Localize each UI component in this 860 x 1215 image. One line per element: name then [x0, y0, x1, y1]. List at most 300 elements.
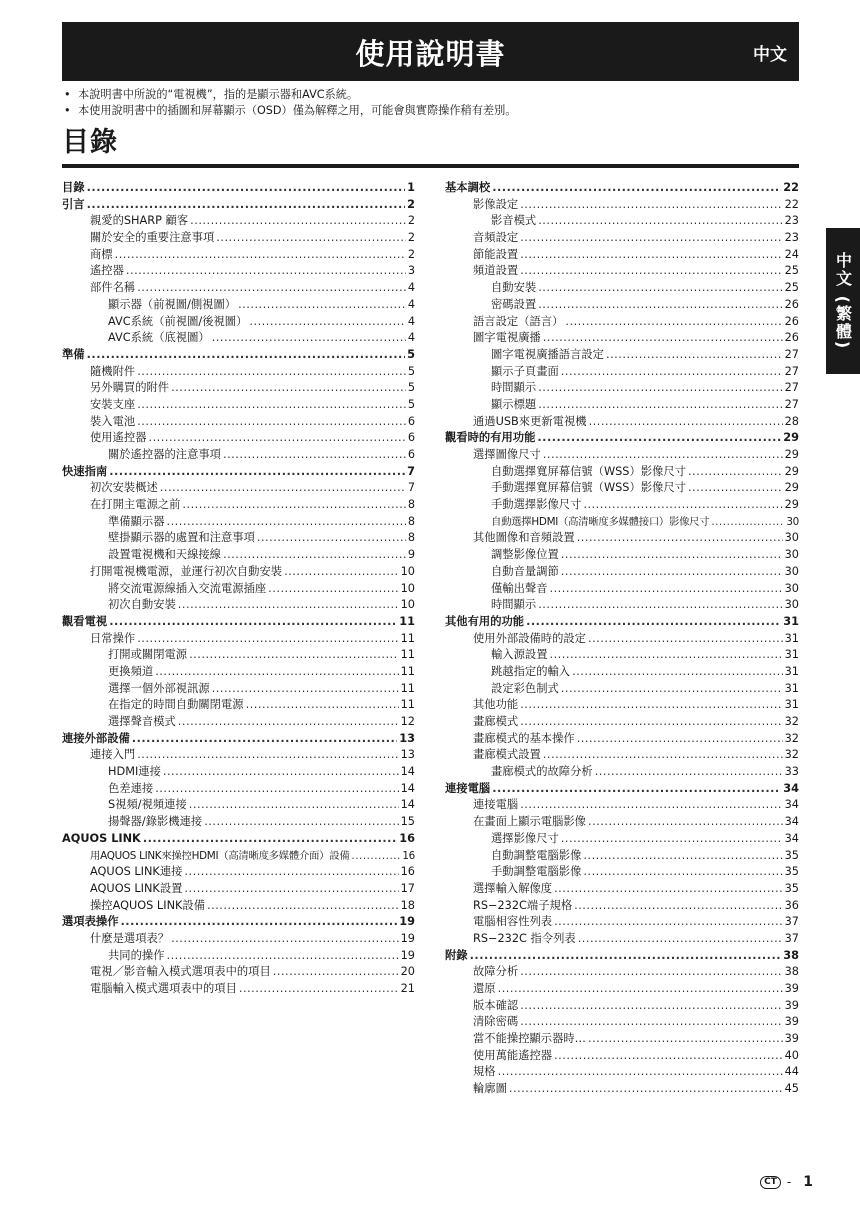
toc-entry-label: 什麼是選項表？ — [90, 931, 170, 945]
toc-leader-dots — [115, 247, 406, 264]
toc-entry[interactable] — [445, 180, 799, 197]
toc-entry-page: 20 — [400, 965, 415, 979]
toc-entry-page: 38 — [783, 948, 799, 962]
toc-leader-dots — [492, 781, 781, 798]
toc-entry-page: 37 — [784, 931, 799, 945]
toc-entry-page: 40 — [784, 1048, 799, 1062]
toc-leader-dots — [137, 631, 398, 648]
notes-list — [62, 87, 802, 119]
toc-entry[interactable] — [445, 213, 799, 230]
toc-entry[interactable] — [445, 697, 799, 714]
toc-entry[interactable] — [445, 1064, 799, 1081]
toc-entry-page: 32 — [784, 715, 799, 728]
toc-entry[interactable] — [62, 681, 415, 698]
toc-entry-page: 19 — [400, 931, 415, 945]
toc-leader-dots — [583, 497, 782, 514]
toc-entry-page: 34 — [784, 798, 799, 812]
toc-entry[interactable] — [62, 547, 415, 564]
toc-entry-page: 2 — [407, 197, 415, 211]
toc-entry[interactable] — [62, 430, 415, 447]
toc-leader-dots — [178, 597, 399, 614]
toc-leader-dots — [589, 414, 783, 431]
toc-entry[interactable] — [62, 197, 415, 214]
toc-entry-page: 5 — [407, 364, 415, 378]
toc-entry-label: 共同的操作 — [108, 948, 165, 962]
toc-entry-label: 畫廊模式的故障分析 — [491, 765, 593, 779]
toc-entry[interactable] — [445, 714, 799, 731]
toc-leader-dots — [216, 230, 406, 247]
toc-entry[interactable] — [445, 814, 799, 831]
toc-entry[interactable] — [62, 480, 415, 497]
toc-entry-label: 日常操作 — [90, 631, 136, 645]
toc-entry[interactable] — [445, 964, 799, 981]
toc-entry-label: 選擇聲音模式 — [108, 715, 176, 728]
toc-entry-page: 7 — [407, 464, 415, 478]
toc-entry[interactable] — [445, 497, 799, 514]
toc-leader-dots — [520, 797, 782, 814]
toc-entry[interactable] — [62, 831, 415, 848]
toc-leader-dots — [520, 263, 782, 280]
toc-entry[interactable] — [445, 597, 799, 614]
toc-entry[interactable] — [445, 647, 799, 664]
toc-entry-label: 連接電腦 — [473, 798, 519, 812]
toc-entry-label: 色差連接 — [108, 781, 154, 795]
toc-entry[interactable] — [445, 530, 799, 547]
toc-entry[interactable] — [445, 1031, 799, 1048]
toc-entry[interactable] — [62, 414, 415, 431]
toc-leader-dots — [577, 530, 783, 547]
toc-entry-label: 電腦輸入模式選項表中的項目 — [90, 982, 237, 995]
toc-entry[interactable] — [62, 931, 415, 948]
toc-entry[interactable] — [445, 414, 799, 431]
toc-leader-dots — [184, 881, 398, 898]
toc-entry-page: 2 — [407, 214, 415, 228]
toc-entry-page: 21 — [400, 982, 415, 995]
toc-entry[interactable] — [62, 964, 415, 981]
toc-entry[interactable] — [62, 280, 415, 297]
toc-entry-label: 手動選擇寬屏幕信號（WSS）影像尺寸 — [491, 481, 686, 495]
toc-leader-dots — [137, 414, 406, 431]
toc-leader-dots — [520, 247, 782, 264]
toc-entry[interactable] — [62, 881, 415, 898]
toc-entry-label: 節能設置 — [473, 247, 519, 261]
toc-leader-dots — [526, 614, 781, 631]
toc-leader-dots — [577, 731, 783, 748]
toc-entry[interactable] — [445, 614, 799, 631]
toc-entry-page: 13 — [400, 748, 415, 762]
toc-entry[interactable] — [445, 831, 799, 848]
toc-entry[interactable] — [445, 397, 799, 414]
toc-entry[interactable] — [445, 314, 799, 331]
toc-entry-label: S視頻/視頻連接 — [108, 798, 187, 812]
toc-entry-page: 29 — [784, 498, 799, 512]
toc-leader-dots — [543, 330, 783, 347]
toc-leader-dots — [149, 430, 406, 447]
toc-entry-page: 11 — [400, 698, 415, 712]
toc-leader-dots — [520, 697, 782, 714]
toc-leader-dots — [550, 647, 783, 664]
toc-entry[interactable] — [62, 297, 415, 314]
toc-entry-label: 使用外部設備時的設定 — [473, 631, 586, 645]
language-label: 中文 — [753, 45, 787, 65]
toc-entry-label: 使用萬能遙控器 — [473, 1048, 553, 1062]
toc-leader-dots — [137, 747, 398, 764]
toc-entry[interactable] — [62, 380, 415, 397]
toc-entry-page: 5 — [407, 381, 415, 395]
toc-entry[interactable] — [445, 981, 799, 998]
toc-entry-page: 6 — [407, 414, 415, 428]
toc-entry-page: 22 — [783, 181, 799, 194]
toc-entry-label: 故障分析 — [473, 965, 519, 979]
toc-divider — [62, 164, 799, 168]
toc-entry[interactable] — [62, 213, 415, 230]
toc-entry-label: 畫廊模式的基本操作 — [473, 731, 575, 745]
toc-entry-label: RS−232C 指令列表 — [473, 931, 576, 945]
toc-entry[interactable] — [445, 514, 799, 531]
toc-entry[interactable] — [62, 464, 415, 481]
toc-leader-dots — [160, 480, 406, 497]
toc-entry-label: 圖字電視廣播 — [473, 331, 541, 345]
toc-entry[interactable] — [62, 180, 415, 197]
toc-entry[interactable] — [62, 581, 415, 598]
toc-entry[interactable] — [445, 864, 799, 881]
toc-leader-dots — [167, 948, 399, 965]
toc-entry-label: 引言 — [62, 197, 85, 211]
toc-entry-page: 22 — [784, 197, 799, 211]
toc-entry[interactable] — [445, 998, 799, 1015]
toc-entry-page: 11 — [400, 648, 415, 662]
toc-entry[interactable] — [445, 297, 799, 314]
toc-entry[interactable] — [62, 914, 415, 931]
toc-entry[interactable] — [62, 530, 415, 547]
toc-entry-label: AQUOS LINK設置 — [90, 881, 183, 895]
toc-entry[interactable] — [62, 397, 415, 414]
toc-leader-dots — [538, 597, 782, 614]
toc-entry-label: 還原 — [473, 982, 496, 995]
toc-entry[interactable] — [445, 1014, 799, 1031]
toc-entry-label: 通過USB來更新電視機 — [473, 414, 587, 428]
toc-entry[interactable] — [445, 898, 799, 915]
toc-leader-dots — [561, 831, 783, 848]
toc-entry[interactable] — [62, 514, 415, 531]
toc-leader-dots — [588, 631, 783, 648]
toc-leader-dots — [182, 497, 405, 514]
toc-entry-page: 27 — [784, 381, 799, 395]
toc-entry[interactable] — [62, 347, 415, 364]
toc-entry[interactable] — [445, 263, 799, 280]
toc-leader-dots — [178, 714, 399, 731]
toc-entry-label: 另外購買的附件 — [90, 381, 170, 395]
note-item: • 本說明書中所說的“電視機”，指的是顯示器和AVC系統。 — [62, 87, 802, 103]
toc-entry-label: 設定彩色制式 — [491, 681, 559, 695]
toc-entry[interactable] — [445, 280, 799, 297]
toc-entry[interactable] — [62, 564, 415, 581]
toc-entry-label: 電視／影音輸入模式選項表中的項目 — [90, 965, 271, 979]
toc-entry[interactable] — [445, 881, 799, 898]
toc-leader-dots — [87, 180, 406, 197]
toc-entry-page: 8 — [407, 498, 415, 512]
toc-entry[interactable] — [62, 848, 415, 865]
toc-entry-label: 打開電視機電源，並運行初次自動安裝 — [90, 564, 283, 578]
toc-leader-dots — [520, 1014, 782, 1031]
header-bar — [62, 22, 799, 81]
toc-entry-label: 密碼設置 — [491, 297, 537, 311]
toc-entry-page: 10 — [400, 581, 415, 595]
toc-leader-dots — [711, 514, 784, 531]
toc-entry[interactable] — [445, 564, 799, 581]
toc-entry[interactable] — [445, 247, 799, 264]
toc-leader-dots — [87, 347, 406, 364]
toc-entry[interactable] — [62, 764, 415, 781]
toc-entry-label: 將交流電源線插入交流電源插座 — [108, 581, 267, 595]
toc-leader-dots — [554, 881, 783, 898]
toc-entry-label: 隨機附件 — [90, 364, 136, 378]
toc-entry-label: 其他功能 — [473, 698, 519, 712]
toc-leader-dots — [543, 747, 783, 764]
toc-entry-page: 14 — [400, 765, 415, 779]
toc-entry-label: 畫廊模式設置 — [473, 748, 541, 762]
toc-entry[interactable] — [445, 914, 799, 931]
toc-entry[interactable] — [445, 731, 799, 748]
toc-entry-page: 29 — [784, 464, 799, 478]
toc-entry[interactable] — [62, 263, 415, 280]
toc-entry[interactable] — [445, 347, 799, 364]
toc-entry[interactable] — [62, 330, 415, 347]
toc-leader-dots — [688, 480, 783, 497]
toc-leader-dots — [273, 964, 399, 981]
toc-entry-label: 準備 — [62, 347, 85, 361]
toc-leader-dots — [561, 564, 783, 581]
toc-entry-label: 其他圖像和音頻設置 — [473, 531, 575, 545]
toc-entry-label: 頻道設置 — [473, 264, 519, 278]
toc-entry-label: 安裝支座 — [90, 397, 136, 411]
toc-entry-page: 4 — [407, 281, 415, 295]
toc-entry-label: 選擇圖像尺寸 — [473, 448, 541, 461]
toc-leader-dots — [554, 914, 783, 931]
toc-entry-page: 11 — [399, 614, 415, 628]
toc-leader-dots — [190, 213, 406, 230]
toc-entry-page: 36 — [784, 898, 799, 912]
toc-entry-page: 24 — [784, 247, 799, 261]
toc-entry[interactable] — [445, 747, 799, 764]
toc-entry-page: 27 — [784, 364, 799, 378]
toc-leader-dots — [257, 530, 406, 547]
toc-leader-dots — [137, 280, 406, 297]
toc-entry[interactable] — [445, 380, 799, 397]
toc-leader-dots — [538, 280, 782, 297]
toc-entry-label: 調整影像位置 — [491, 548, 559, 562]
toc-entry-page: 18 — [400, 898, 415, 912]
toc-entry-page: 34 — [783, 781, 799, 795]
toc-leader-dots — [109, 464, 405, 481]
toc-entry-page: 2 — [407, 247, 415, 261]
toc-leader-dots — [207, 898, 399, 915]
toc-entry[interactable] — [62, 747, 415, 764]
footer-dash: - — [786, 1175, 792, 1189]
toc-entry-label: 觀看時的有用功能 — [445, 431, 536, 445]
toc-leader-dots — [109, 614, 397, 631]
toc-entry-label: 自動調整電腦影像 — [491, 848, 582, 862]
toc-leader-dots — [588, 814, 783, 831]
toc-entry-page: 16 — [400, 865, 415, 879]
toc-entry[interactable] — [62, 631, 415, 648]
toc-entry[interactable] — [62, 714, 415, 731]
toc-leader-dots — [520, 197, 782, 214]
toc-entry[interactable] — [62, 447, 415, 464]
toc-entry-page: 27 — [784, 397, 799, 411]
toc-leader-dots — [561, 681, 783, 698]
toc-entry-label: 選項表操作 — [62, 915, 119, 929]
toc-entry-label: RS−232C端子規格 — [473, 898, 573, 912]
toc-entry-page: 17 — [400, 881, 415, 895]
toc-leader-dots — [520, 998, 782, 1015]
toc-entry-page: 37 — [784, 915, 799, 929]
toc-entry[interactable] — [62, 864, 415, 881]
toc-entry-page: 16 — [402, 849, 415, 862]
toc-leader-dots — [538, 213, 782, 230]
toc-entry[interactable] — [62, 497, 415, 514]
toc-leader-dots — [189, 797, 399, 814]
toc-entry[interactable] — [445, 848, 799, 865]
toc-entry-page: 26 — [784, 297, 799, 311]
toc-leader-dots — [121, 914, 398, 931]
toc-leader-dots — [351, 848, 400, 865]
toc-leader-dots — [204, 814, 398, 831]
toc-entry[interactable] — [62, 731, 415, 748]
toc-entry[interactable] — [62, 614, 415, 631]
toc-entry-label: 選擇輸入解像度 — [473, 881, 553, 895]
toc-leader-dots — [538, 297, 782, 314]
toc-entry[interactable] — [62, 364, 415, 381]
toc-leader-dots — [688, 464, 783, 481]
toc-entry[interactable] — [445, 547, 799, 564]
toc-entry[interactable] — [445, 447, 799, 464]
toc-entry-page: 4 — [407, 331, 415, 345]
toc-heading: 目錄 — [62, 127, 118, 158]
toc-entry[interactable] — [62, 981, 415, 998]
toc-leader-dots — [554, 1048, 783, 1065]
toc-leader-dots — [583, 864, 782, 881]
toc-entry-label: 連接外部設備 — [62, 731, 130, 745]
toc-entry-label: 關於遙控器的注意事項 — [108, 448, 221, 461]
toc-leader-dots — [189, 647, 399, 664]
toc-entry[interactable] — [445, 430, 799, 447]
toc-entry[interactable] — [445, 480, 799, 497]
toc-entry-label: 僅輸出聲音 — [491, 581, 548, 595]
toc-entry[interactable] — [62, 314, 415, 331]
toc-entry[interactable] — [62, 647, 415, 664]
toc-entry-label: 在指定的時間自動關閉電源 — [108, 698, 244, 712]
toc-entry[interactable] — [445, 1081, 799, 1098]
toc-entry-label: 音頻設定 — [473, 231, 519, 245]
toc-entry-label: 輪廓圖 — [473, 1082, 507, 1096]
toc-entry[interactable] — [445, 631, 799, 648]
toc-entry[interactable] — [445, 581, 799, 598]
toc-entry[interactable] — [62, 814, 415, 831]
toc-entry-page: 35 — [784, 881, 799, 895]
toc-entry-label: 手動調整電腦影像 — [491, 865, 582, 879]
toc-entry-page: 30 — [784, 598, 799, 612]
toc-entry-label: 清除密碼 — [473, 1015, 519, 1029]
toc-entry-page: 23 — [784, 214, 799, 228]
document-title: 使用說明書 — [355, 37, 506, 71]
toc-entry[interactable] — [445, 931, 799, 948]
toc-entry-page: 33 — [784, 765, 799, 779]
toc-left-column — [62, 180, 415, 998]
toc-entry[interactable] — [445, 764, 799, 781]
toc-entry-label: 準備顯示器 — [108, 514, 165, 528]
toc-entry[interactable] — [445, 1048, 799, 1065]
region-badge: CT — [760, 1176, 781, 1189]
toc-leader-dots — [132, 731, 397, 748]
toc-entry-page: 35 — [784, 865, 799, 879]
toc-leader-dots — [606, 347, 783, 364]
toc-entry[interactable] — [62, 247, 415, 264]
toc-entry-label: 在打開主電源之前 — [90, 498, 181, 512]
toc-entry[interactable] — [62, 230, 415, 247]
toc-leader-dots — [565, 314, 782, 331]
toc-entry-page: 5 — [407, 347, 415, 361]
toc-entry[interactable] — [62, 597, 415, 614]
toc-leader-dots — [87, 197, 406, 214]
toc-entry-page: 28 — [784, 414, 799, 428]
toc-leader-dots — [583, 848, 782, 865]
toc-entry-label: 圖字電視廣播語言設定 — [491, 347, 604, 361]
toc-entry-label: 親愛的SHARP 顧客 — [90, 214, 189, 228]
toc-entry-page: 6 — [407, 448, 415, 461]
toc-entry-page: 7 — [407, 481, 415, 495]
toc-entry-label: 語言設定（語言） — [473, 314, 564, 328]
toc-entry-label: 顯示子頁畫面 — [491, 364, 559, 378]
toc-entry[interactable] — [445, 781, 799, 798]
toc-leader-dots — [550, 581, 783, 598]
toc-entry[interactable] — [62, 948, 415, 965]
toc-entry[interactable] — [445, 464, 799, 481]
toc-entry[interactable] — [445, 364, 799, 381]
toc-entry[interactable] — [62, 898, 415, 915]
toc-leader-dots — [520, 964, 782, 981]
toc-leader-dots — [470, 948, 782, 965]
toc-entry-page: 11 — [400, 631, 415, 645]
toc-entry[interactable] — [62, 664, 415, 681]
toc-leader-dots — [212, 681, 399, 698]
toc-entry[interactable] — [445, 664, 799, 681]
toc-entry[interactable] — [445, 330, 799, 347]
toc-entry[interactable] — [445, 681, 799, 698]
toc-leader-dots — [509, 1081, 783, 1098]
toc-entry[interactable] — [62, 781, 415, 798]
toc-entry-label: 時間顯示 — [491, 598, 537, 612]
toc-entry-label: 手動選擇影像尺寸 — [491, 498, 582, 512]
toc-entry-label: 揚聲器/錄影機連接 — [108, 815, 203, 829]
toc-leader-dots — [184, 864, 398, 881]
toc-leader-dots — [538, 397, 782, 414]
toc-leader-dots — [223, 447, 406, 464]
toc-entry-page: 31 — [784, 664, 799, 678]
toc-entry[interactable] — [445, 797, 799, 814]
toc-entry-label: 設置電視機和天線接線 — [108, 548, 221, 562]
toc-entry[interactable] — [62, 697, 415, 714]
toc-entry-page: 8 — [407, 514, 415, 528]
toc-entry[interactable] — [445, 230, 799, 247]
toc-leader-dots — [595, 764, 783, 781]
toc-leader-dots — [171, 380, 406, 397]
toc-entry-label: 在畫面上顯示電腦影像 — [473, 815, 586, 829]
toc-entry[interactable] — [445, 197, 799, 214]
toc-entry[interactable] — [445, 948, 799, 965]
toc-entry-page: 39 — [784, 998, 799, 1012]
toc-entry[interactable] — [62, 797, 415, 814]
